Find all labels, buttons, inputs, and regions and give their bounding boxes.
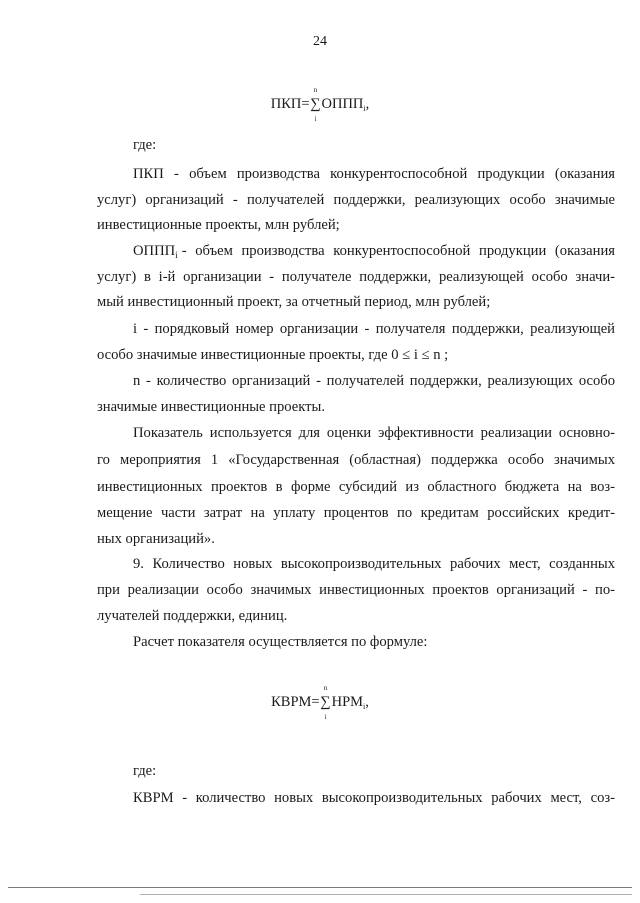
para-pkp-line-1-text: ПКП - объем производства конкурентоспособной продукции (оказания [133,166,615,182]
para-indicator-line-4 [97,504,615,522]
sum-symbol [320,684,332,721]
scan-edge-line-2 [140,894,632,895]
para-item9-line-3: лучателей поддержки, единиц. [97,608,288,624]
para-indicator-line-1-text: Показатель используется для оценки эффективности реализации основно- [133,425,615,441]
sigma: ∑ [310,96,321,112]
para-n-line-2: значимые инвестиционные проекты. [97,399,325,415]
para-pkp-line-2 [97,191,615,209]
para-i-line-2: особо значимые инвестиционные проекты, где 0 ≤ i ≤ n ; [97,347,449,363]
sum-upper-limit: n [323,684,328,692]
para-indicator-line-2-text: го мероприятия 1 «Государственная (областная) поддержка особо значимых [97,452,615,468]
scan-edge-line [8,887,632,888]
where-label-2: где: [133,763,157,779]
formula-kvrm-subscript: i [363,702,366,711]
para-oppp-line-3: мый инвестиционный проект, за отчетный период, млн рублей; [97,294,491,310]
formula-pkp [0,86,640,123]
para-i-line-1-text: i - порядковый номер организации - получателя поддержки, реализующей [133,321,615,337]
para-i-line-1 [133,320,615,338]
para-indicator-line-5: ных организаций». [97,531,215,547]
para-item9-line-1-text: 9. Количество новых высокопроизводительных рабочих мест, созданных [133,556,615,572]
para-oppp-line-1-wrap [133,242,615,264]
para-oppp-line-1 [133,242,615,264]
formula-kvrm [0,684,640,721]
para-oppp-term [133,242,178,264]
para-item9-line-2 [97,581,615,599]
para-indicator-line-4-text: мещение части затрат на уплату процентов по кредитам российских кредит- [97,505,615,521]
formula-pkp-subscript: i [363,104,366,113]
sum-symbol [310,86,322,123]
where-label: где: [133,137,157,153]
para-n-line-1 [133,372,615,390]
para-oppp-line-1-rest: - объем производства конкурентоспособной продукции (оказания [181,243,615,259]
para-indicator-line-3 [97,478,615,496]
sum-lower-limit: i [314,115,317,123]
para-kvrm-line-1-text: КВРМ - количество новых высокопроизводительных рабочих мест, соз- [133,790,615,806]
para-indicator-line-1 [133,424,615,442]
para-item9-line-2-text: при реализации особо значимых инвестиционных проектов организаций - по- [97,582,615,598]
para-calc-intro: Расчет показателя осуществляется по формуле: [133,634,428,650]
formula-kvrm-term: НРМ [331,694,364,710]
formula-kvrm-lhs: КВРМ= [271,694,320,710]
para-kvrm-line-1 [133,789,615,807]
para-item9-line-1 [133,555,615,573]
para-pkp-line-3: инвестиционные проекты, млн рублей; [97,217,340,233]
para-indicator-line-2 [97,451,615,469]
sigma: ∑ [320,694,331,710]
formula-kvrm-suffix: , [365,694,369,710]
para-oppp-line-2-text: услуг) в i-й организации - получателе поддержки, реализующей особо значи- [97,269,615,285]
para-oppp-line-2 [97,268,615,286]
sum-upper-limit: n [313,86,318,94]
para-oppp-term-text: ОППП [133,243,176,259]
para-pkp-line-2-text: услуг) организаций - получателей поддержки, реализующих особо значимые [97,192,615,208]
para-n-line-1-text: n - количество организаций - получателей поддержки, реализующих особо [133,373,615,389]
para-pkp-line-1 [133,165,615,183]
formula-pkp-lhs: ПКП= [270,96,310,112]
page-number: 24 [313,34,327,49]
formula-pkp-suffix: , [365,96,370,112]
sum-lower-limit: i [324,713,327,721]
para-oppp-subscript: i [175,250,178,260]
para-indicator-line-3-text: инвестиционных проектов в форме субсидий из областного бюджета на воз- [97,479,615,495]
formula-pkp-term: ОППП [321,96,364,112]
